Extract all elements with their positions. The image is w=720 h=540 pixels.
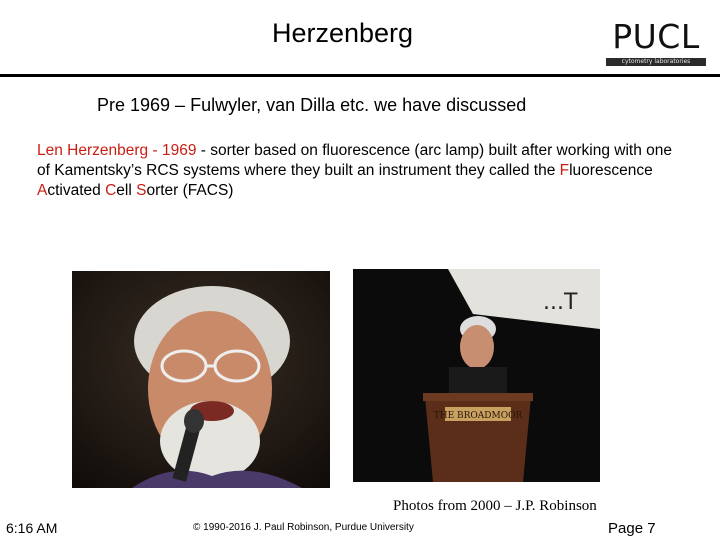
intro-line: Pre 1969 – Fulwyler, van Dilla etc. we have discussed [97, 95, 527, 115]
footer-time: 6:16 AM [6, 520, 58, 536]
portrait-photo [72, 271, 330, 488]
pucl-logo [604, 18, 708, 68]
logo-tagline: cytometry laboratories [606, 58, 706, 66]
year: 1969 [161, 142, 197, 159]
facs-initial-c: C [105, 182, 117, 199]
logo-name: PUCL [612, 17, 700, 56]
facs-initial-f: F [559, 162, 570, 179]
page-number: Page 7 [608, 520, 656, 537]
photo-credit: Photos from 2000 – J.P. Robinson [393, 498, 597, 514]
title-divider [0, 74, 720, 77]
facs-initial-a: A [37, 182, 48, 199]
facs-word-4: orter [146, 182, 179, 199]
facs-word-2: ctivated [47, 182, 106, 199]
facs-word-1: luorescence [569, 162, 653, 179]
person-name: Len Herzenberg [37, 142, 149, 159]
podium-photo [353, 269, 600, 482]
facs-word-3: ell [116, 182, 137, 199]
banner-text: ...T [543, 290, 578, 315]
main-paragraph: Len Herzenberg - 1969 - sorter based on fluorescence (arc lamp) built after working with one of Kamentsky’s RCS systems where they built an instrument they called the Fluorescence Activated Cell Sorter (FACS) [37, 142, 672, 199]
facs-initial-s: S [136, 182, 147, 199]
footer-copyright: © 1990-2016 J. Paul Robinson, Purdue University [193, 522, 414, 533]
facs-acronym: (FACS) [178, 182, 234, 199]
podium-sign: THE BROADMOOR [433, 411, 523, 421]
slide-title: Herzenberg [271, 18, 414, 48]
paragraph-text: - sorter based on fluorescence (arc lamp) built after working with one of Kamentsky’s RCS systems where they built an instrument they called the [37, 142, 672, 179]
